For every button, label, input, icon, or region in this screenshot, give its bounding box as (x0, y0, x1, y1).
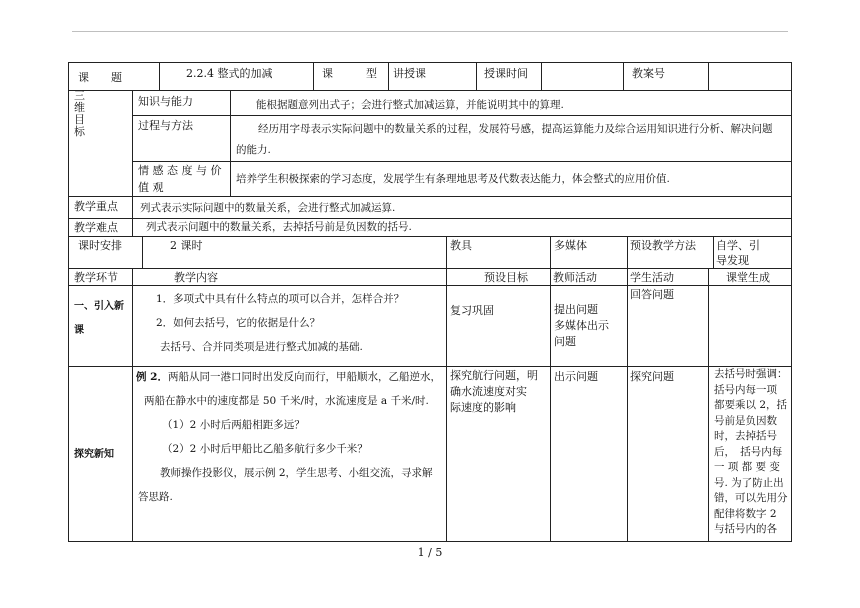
lesson-plan-table (68, 62, 792, 542)
attitude-content: 培养学生积极探索的学习态度，发展学生有条理地思考及代数表达能力，体会整式的应用价值. (236, 173, 670, 185)
process-content-line1: 经历用字母表示实际问题中的数量关系的过程，发展符号感，提高运算能力及综合运用知识进行分析、解决问题 (258, 123, 773, 135)
hours-label: 课时安排 (78, 239, 122, 252)
time-label: 授课时间 (484, 67, 528, 80)
type-label: 课 型 (322, 67, 377, 80)
objectives-label: 三 维 目 标 (74, 89, 85, 138)
course-label: 课 题 (78, 71, 122, 84)
head-teacher: 教师活动 (553, 271, 597, 284)
section2-line-5: 教师操作投影仪，展示例 2，学生思考、小组交流，寻求解 (160, 467, 433, 479)
section1-content-1: 1．多项式中具有什么特点的项可以合并，怎样合并？ (156, 293, 405, 305)
attitude-label-line2: 值 观 (138, 181, 164, 194)
key-points-content: 列式表示实际问题中的数量关系，会进行整式加减运算. (140, 202, 396, 214)
section2-line-6: 答思路. (138, 491, 173, 503)
head-goal: 预设目标 (484, 271, 528, 284)
section1-stage-line2: 课 (74, 325, 84, 336)
process-content-line2: 的能力. (236, 144, 271, 156)
section1-stage-line1: 一、引入新 (74, 301, 124, 312)
knowledge-content: 能根据题意列出式子；会进行整式加减运算，并能说明其中的算理. (256, 99, 564, 111)
head-output: 课堂生成 (726, 271, 770, 284)
key-points-label: 教学重点 (74, 200, 118, 213)
example-label: 例 2． (136, 371, 168, 383)
difficulties-content: 列式表示问题中的数量关系，去掉括号前是负因数的括号. (146, 221, 412, 233)
plan-number-label: 教案号 (632, 67, 665, 80)
tools-label: 教具 (450, 239, 472, 252)
head-student: 学生活动 (630, 271, 674, 284)
difficulties-label: 教学难点 (74, 221, 118, 234)
attitude-label-line1: 情 感 态 度 与 价 (138, 164, 222, 177)
method-label: 预设教学方法 (630, 239, 696, 252)
hours-value: 2 课时 (170, 239, 203, 252)
head-content: 教学内容 (174, 271, 218, 284)
page-number: 1 / 5 (417, 546, 443, 559)
section1-content-2: 2．如何去括号，它的依据是什么？ (156, 317, 321, 329)
section1-goal: 复习巩固 (450, 304, 494, 317)
method-value-line2: 导发现 (716, 254, 749, 267)
type-value: 讲授课 (393, 67, 426, 80)
header-rule (72, 31, 788, 32)
section2-output: 去括号时强调： 括号内每一项 都要乘以 2，括 号前是负因数 时，去掉括号 后， 括号内每 一 项 都 要 变 号. 为了防止出 错，可以先用分 配律将数字 2 与括号内的各 (714, 368, 788, 535)
section2-line-4: （2）2 小时后甲船比乙船多航行多少千米？ (162, 443, 368, 455)
section2-line-3: （1）2 小时后两船相距多远？ (162, 419, 305, 431)
method-value-line1: 自学、引 (716, 239, 760, 252)
section1-student: 回答问题 (630, 288, 674, 301)
section2-stage: 探究新知 (74, 449, 114, 460)
tools-value: 多媒体 (554, 239, 587, 252)
section2-line-1: 例 2．两船从同一港口同时出发反向而行，甲船顺水，乙船逆水， (136, 371, 441, 383)
section1-teacher: 提出问题 多媒体出示 问题 (554, 303, 609, 348)
section2-goal: 探究航行问题，明 确水流速度对实 际速度的影响 (450, 369, 538, 414)
section2-line-2: 两船在静水中的速度都是 50 千米/时，水流速度是 a 千米/时. (144, 395, 429, 407)
process-label: 过程与方法 (138, 119, 193, 132)
head-stage: 教学环节 (74, 271, 118, 284)
section1-content-3: 去括号、合并同类项是进行整式加减的基础. (160, 341, 363, 353)
section2-student: 探究问题 (630, 370, 674, 383)
knowledge-label: 知识与能力 (138, 95, 193, 108)
section2-teacher: 出示问题 (554, 370, 598, 383)
course-title: 2.2.4 整式的加减 (186, 67, 273, 80)
